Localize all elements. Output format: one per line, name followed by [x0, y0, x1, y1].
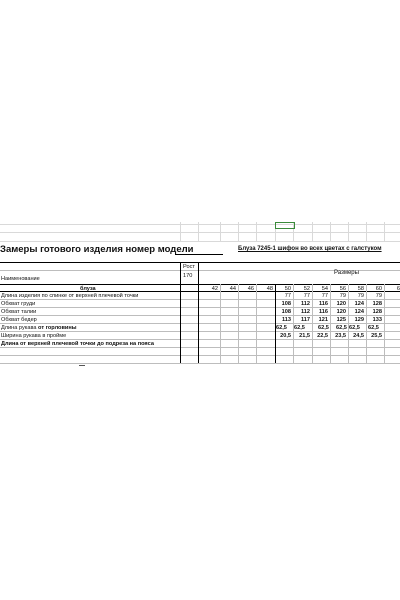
size-6: 6 [396, 286, 400, 292]
size-52: 52 [303, 286, 310, 292]
product-label: блуза [80, 286, 96, 292]
row-name: Ширина рукава в пройме [1, 333, 67, 339]
cell-value: 23,5 [335, 333, 346, 339]
cell-value: 62,5 [336, 325, 347, 331]
cell-value: 62,5 [294, 325, 305, 331]
cell-value: 112 [300, 301, 310, 307]
size-48: 48 [266, 286, 273, 292]
cell-value: 133 [372, 317, 382, 323]
size-60: 60 [375, 286, 382, 292]
cell-value: 120 [336, 301, 346, 307]
cell-value: 22,5 [317, 333, 328, 339]
title-underline [175, 254, 223, 255]
row-name-bold: от горловины [38, 325, 77, 331]
cell-value: 108 [281, 301, 291, 307]
cell-value: 128 [372, 309, 382, 315]
row-name: Длина от верхней плечевой точки до подреза на пояса [1, 341, 154, 347]
empty-grid-rows [0, 222, 400, 242]
cell-value: 77 [284, 293, 291, 299]
header-sizes: Размеры [334, 270, 359, 276]
cell-value: 117 [300, 317, 310, 323]
cell-value: 129 [354, 317, 364, 323]
cell-value: 116 [318, 301, 328, 307]
cell-value: 108 [281, 309, 291, 315]
cell-value: 128 [372, 301, 382, 307]
cell-value: 116 [318, 309, 328, 315]
size-50: 50 [284, 286, 291, 292]
row-marker [79, 365, 85, 366]
cell-value: 124 [354, 301, 364, 307]
row-name: Обхват груди [1, 301, 36, 307]
cell-value: 21,5 [299, 333, 310, 339]
row-name: Обхват талии [1, 309, 37, 315]
size-46: 46 [247, 286, 254, 292]
selected-cell[interactable] [275, 222, 295, 229]
cell-value: 112 [300, 309, 310, 315]
row-name-prefix: Длина рукава [1, 325, 39, 331]
row-name: Длина изделия по спинке от верхней плечевой точки [1, 293, 139, 299]
header-rost: Рост [183, 264, 195, 270]
cell-value: 121 [318, 317, 328, 323]
cell-value: 62,5 [276, 325, 287, 331]
cell-value: 120 [336, 309, 346, 315]
sheet-title: Замеры готового изделия номер модели [0, 244, 194, 255]
cell-value: 124 [354, 309, 364, 315]
cell-value: 62,5 [349, 325, 360, 331]
cell-value: 113 [281, 317, 291, 323]
cell-value: 62,5 [318, 325, 329, 331]
cell-value: 62,5 [368, 325, 379, 331]
size-56: 56 [339, 286, 346, 292]
cell-value: 77 [303, 293, 310, 299]
row-name: Обхват бедер [1, 317, 37, 323]
cell-value: 79 [375, 293, 382, 299]
cell-value: 24,5 [353, 333, 364, 339]
cell-value: 79 [339, 293, 346, 299]
cell-value: 20,5 [280, 333, 291, 339]
spreadsheet [0, 222, 400, 372]
sheet-subtitle: Блуза 7245-1 шифон во всех цветах с галстуком [238, 246, 382, 252]
row-name [1, 324, 77, 332]
cell-value: 79 [357, 293, 364, 299]
header-rost-value: 170 [183, 273, 193, 279]
size-58: 58 [357, 286, 364, 292]
cell-value: 25,5 [371, 333, 382, 339]
size-42: 42 [211, 286, 218, 292]
size-54: 54 [321, 286, 328, 292]
cell-value: 125 [336, 317, 346, 323]
size-44: 44 [229, 286, 236, 292]
cell-value: 77 [321, 293, 328, 299]
header-name: Наименование [1, 276, 40, 282]
